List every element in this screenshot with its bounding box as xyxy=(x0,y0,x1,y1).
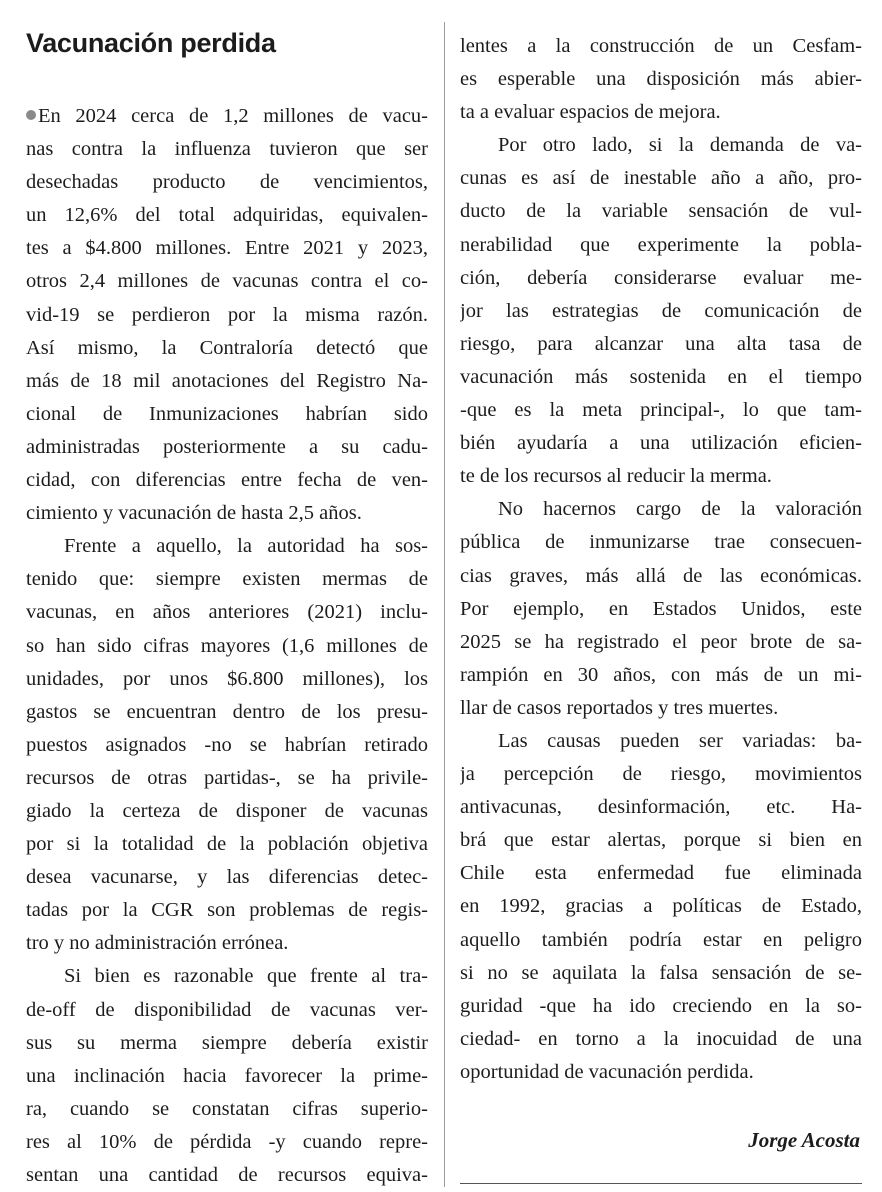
text-line xyxy=(460,460,862,493)
text-line xyxy=(26,1027,428,1060)
text-line-content: tenido que: siempre existen mermas de xyxy=(26,568,428,591)
text-line-content: Así mismo, la Contraloría detectó que xyxy=(26,336,428,359)
text-line-content: ciedad- en torno a la inocuidad de una xyxy=(460,1027,862,1050)
text-line xyxy=(26,828,428,861)
text-line xyxy=(26,166,428,199)
text-line xyxy=(26,596,428,629)
text-line xyxy=(460,1023,862,1056)
text-line xyxy=(460,96,862,129)
text-line-content: bién ayudaría a una utilización eficien- xyxy=(460,432,862,455)
text-line-content: Por otro lado, si la demanda de va- xyxy=(498,134,862,157)
text-line-content: vacunas, en años anteriores (2021) inclu- xyxy=(26,601,428,624)
text-line-content: aquello también podría estar en peligro xyxy=(460,928,862,951)
article-title: Vacunación perdida xyxy=(26,28,276,58)
text-line-content: desea vacunarse, y las diferencias detec- xyxy=(26,866,428,889)
text-line-content: en 1992, gracias a políticas de Estado, xyxy=(460,895,862,918)
text-line-content: nerabilidad que experimente la pobla- xyxy=(460,233,862,256)
text-line xyxy=(460,63,862,96)
text-line-content: guridad -que ha ido creciendo en la so- xyxy=(460,994,862,1017)
text-line-content: No hacernos cargo de la valoración xyxy=(498,498,862,521)
text-line xyxy=(460,328,862,361)
text-line-content: de-off de disponibilidad de vacunas ver- xyxy=(26,998,428,1021)
text-line xyxy=(460,659,862,692)
text-line xyxy=(460,560,862,593)
text-line-content: res al 10% de pérdida -y cuando repre- xyxy=(26,1130,428,1153)
text-line xyxy=(460,295,862,328)
text-line-content: cunas es así de inestable año a año, pro- xyxy=(460,167,862,190)
text-line xyxy=(460,493,862,526)
text-line-content: Por ejemplo, en Estados Unidos, este xyxy=(460,597,862,620)
text-line-content: Si bien es razonable que frente al tra- xyxy=(64,965,428,988)
text-line-content: rampión en 30 años, con más de un mi- xyxy=(460,663,862,686)
text-line-content: una inclinación hacia favorecer la prime- xyxy=(26,1064,428,1087)
text-line-content: te de los recursos al reducir la merma. xyxy=(460,465,772,488)
text-line-content: nas contra la influenza tuvieron que ser xyxy=(26,138,428,161)
text-line xyxy=(460,758,862,791)
text-line xyxy=(26,464,428,497)
text-line-content: -que es la meta principal-, lo que tam- xyxy=(460,399,862,422)
left-column xyxy=(26,100,428,1192)
text-line-content: llar de casos reportados y tres muertes. xyxy=(460,696,779,719)
text-line-content: Frente a aquello, la autoridad ha sos- xyxy=(64,535,428,558)
text-line xyxy=(460,957,862,990)
text-line xyxy=(460,162,862,195)
text-line xyxy=(460,593,862,626)
text-line-content: 2025 se ha registrado el peor brote de sa- xyxy=(460,630,862,653)
text-line-content: riesgo, para alcanzar una alta tasa de xyxy=(460,332,862,355)
author-signature: Jorge Acosta xyxy=(748,1128,860,1152)
text-line xyxy=(26,563,428,596)
text-line-content: sus su merma siempre debería existir xyxy=(26,1031,428,1054)
text-line xyxy=(26,861,428,894)
text-line-content: cimiento y vacunación de hasta 2,5 años. xyxy=(26,502,362,525)
text-line xyxy=(26,497,428,530)
text-line xyxy=(26,332,428,365)
text-line-content: tro y no administración errónea. xyxy=(26,932,289,955)
text-line-content: jor las estrategias de comunicación de xyxy=(460,299,862,322)
right-column xyxy=(460,30,862,1089)
text-line xyxy=(460,1056,862,1089)
text-line-content: desechadas producto de vencimientos, xyxy=(26,171,428,194)
text-line xyxy=(26,398,428,431)
text-line xyxy=(26,696,428,729)
text-line-content: giado la certeza de disponer de vacunas xyxy=(26,799,428,822)
text-line xyxy=(26,762,428,795)
text-line xyxy=(26,927,428,960)
text-line xyxy=(26,994,428,1027)
text-line xyxy=(460,824,862,857)
text-line-content: Chile esta enfermedad fue eliminada xyxy=(460,862,862,885)
text-line xyxy=(26,894,428,927)
text-line xyxy=(26,232,428,265)
text-line xyxy=(460,129,862,162)
text-line-content: gastos se encuentran dentro de los presu- xyxy=(26,700,428,723)
text-line xyxy=(26,729,428,762)
text-line-content: ra, cuando se constatan cifras superio- xyxy=(26,1097,428,1120)
text-line xyxy=(460,725,862,758)
text-line xyxy=(460,229,862,262)
text-line xyxy=(26,1093,428,1126)
text-line xyxy=(26,1159,428,1192)
text-line xyxy=(460,692,862,725)
column-divider xyxy=(444,22,445,1187)
text-line-content: sentan una cantidad de recursos equiva- xyxy=(26,1164,428,1186)
text-line-content: recursos de otras partidas-, se ha privile- xyxy=(26,766,428,789)
text-line-content: brá que estar alertas, porque si bien en xyxy=(460,829,862,852)
text-line xyxy=(460,857,862,890)
text-line-content: cional de Inmunizaciones habrían sido xyxy=(26,402,428,425)
text-line-content: si no se aquilata la falsa sensación de se- xyxy=(460,961,862,984)
text-line xyxy=(460,427,862,460)
text-line xyxy=(26,100,428,133)
bullet-icon xyxy=(26,110,36,120)
text-line-content: puestos asignados -no se habrían retirado xyxy=(26,733,428,756)
text-line-content: ducto de la variable sensación de vul- xyxy=(460,200,862,223)
text-line-content: En 2024 cerca de 1,2 millones de vacu- xyxy=(38,105,428,127)
text-line-content: so han sido cifras mayores (1,6 millones de xyxy=(26,634,428,657)
text-line-content: lentes a la construcción de un Cesfam- xyxy=(460,35,862,57)
text-line xyxy=(460,262,862,295)
text-line-content: unidades, por unos $6.800 millones), los xyxy=(26,667,428,690)
text-line xyxy=(460,526,862,559)
text-line xyxy=(26,299,428,332)
text-line-content: ta a evaluar espacios de mejora. xyxy=(460,101,721,124)
text-line xyxy=(26,265,428,298)
text-line-content: antivacunas, desinformación, etc. Ha- xyxy=(460,796,862,819)
text-line xyxy=(26,199,428,232)
text-line xyxy=(26,960,428,993)
text-line-content: cias graves, más allá de las económicas. xyxy=(460,564,862,587)
text-line xyxy=(460,394,862,427)
text-line xyxy=(460,791,862,824)
text-line xyxy=(26,1126,428,1159)
text-line-content: tadas por la CGR son problemas de regis- xyxy=(26,899,428,922)
text-line-content: vacunación más sostenida en el tiempo xyxy=(460,365,862,388)
text-line-content: ción, debería considerarse evaluar me- xyxy=(460,266,862,289)
text-line xyxy=(26,431,428,464)
text-line xyxy=(26,1060,428,1093)
text-line-content: un 12,6% del total adquiridas, equivalen- xyxy=(26,204,428,227)
text-line-content: otros 2,4 millones de vacunas contra el co- xyxy=(26,270,428,293)
text-line-content: ja percepción de riesgo, movimientos xyxy=(460,763,862,786)
text-line xyxy=(26,365,428,398)
text-line xyxy=(460,30,862,63)
text-line-content: más de 18 mil anotaciones del Registro Na- xyxy=(26,369,428,392)
bottom-rule xyxy=(460,1183,862,1184)
text-line xyxy=(26,630,428,663)
text-line-content: administradas posteriormente a su cadu- xyxy=(26,435,428,458)
text-line xyxy=(460,626,862,659)
text-line xyxy=(26,795,428,828)
text-line-content: por si la totalidad de la población objetiva xyxy=(26,833,428,856)
text-line-content: oportunidad de vacunación perdida. xyxy=(460,1060,754,1083)
text-line xyxy=(460,990,862,1023)
text-line xyxy=(460,195,862,228)
text-line xyxy=(26,663,428,696)
text-line-content: tes a $4.800 millones. Entre 2021 y 2023, xyxy=(26,237,428,260)
text-line xyxy=(26,530,428,563)
text-line xyxy=(460,890,862,923)
text-line-content: vid-19 se perdieron por la misma razón. xyxy=(26,303,428,326)
text-line-content: Las causas pueden ser variadas: ba- xyxy=(498,729,862,752)
text-line xyxy=(460,361,862,394)
text-line-content: cidad, con diferencias entre fecha de ven- xyxy=(26,469,428,492)
text-line xyxy=(26,133,428,166)
text-line-content: es esperable una disposición más abier- xyxy=(460,68,862,91)
text-line xyxy=(460,924,862,957)
text-line-content: pública de inmunizarse trae consecuen- xyxy=(460,531,862,554)
